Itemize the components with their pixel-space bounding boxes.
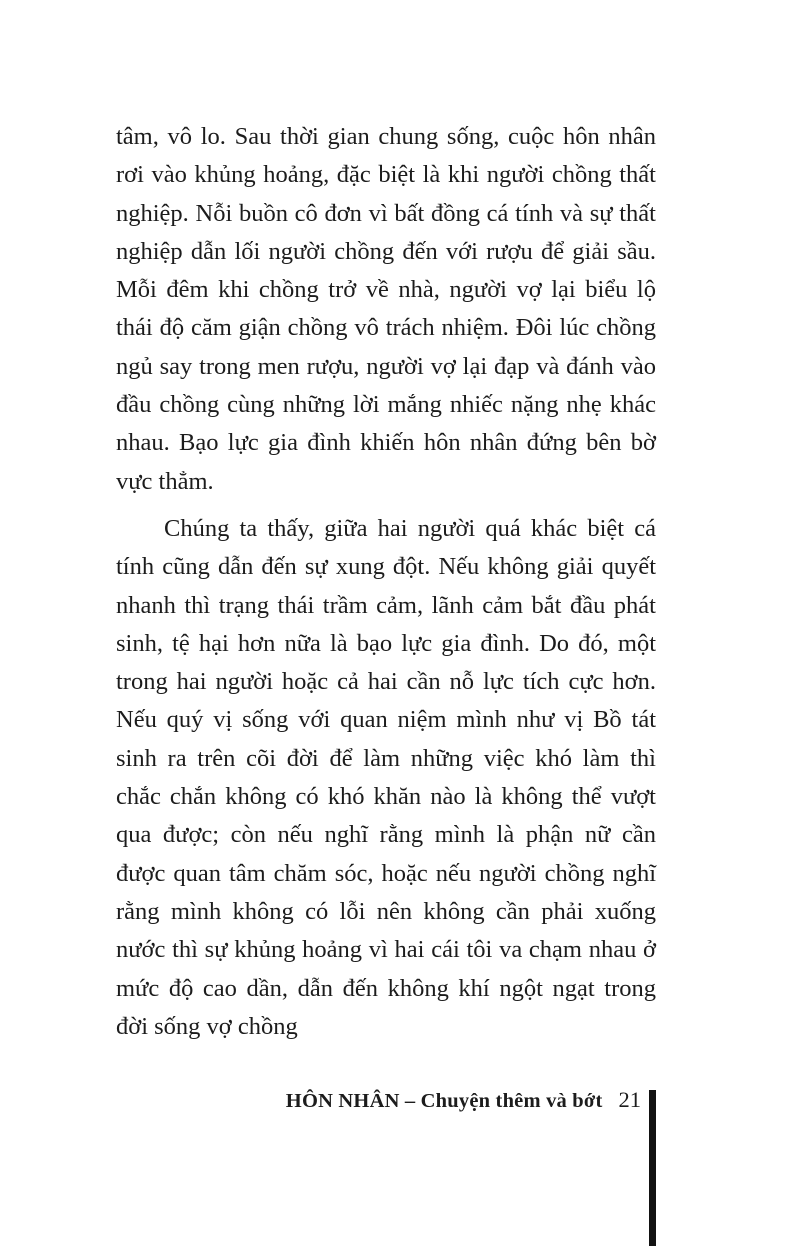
footer-rule-bar [649, 1090, 656, 1246]
paragraph: tâm, vô lo. Sau thời gian chung sống, cuộc hôn nhân rơi vào khủng hoảng, đặc biệt là khi người chồng thất nghiệp. Nỗi buồn cô đơn vì bất đồng cá tính và sự thất nghiệp dẫn lối người chồng đến với rượu để giải sầu. Mỗi đêm khi chồng trở về nhà, người vợ lại biểu lộ thái độ căm giận chồng vô trách nhiệm. Đôi lúc chồng ngủ say trong men rượu, người vợ lại đạp và đánh vào đầu chồng cùng những lời mắng nhiếc nặng nhẹ khác nhau. Bạo lực gia đình khiến hôn nhân đứng bên bờ vực thẳm. [116, 123, 656, 495]
page-footer [0, 1087, 641, 1113]
paragraph: Chúng ta thấy, giữa hai người quá khác biệt cá tính cũng dẫn đến sự xung đột. Nếu không giải quyết nhanh thì trạng thái trầm cảm, lãnh cảm bắt đầu phát sinh, tệ hại hơn nữa là bạo lực gia đình. Do đó, một trong hai người hoặc cả hai cần nỗ lực tích cực hơn. Nếu quý vị sống với quan niệm mình như vị Bồ tát sinh ra trên cõi đời để làm những việc khó làm thì chắc chắn không có khó khăn nào là không thể vượt qua được; còn nếu nghĩ rằng mình là phận nữ cần được quan tâm chăm sóc, hoặc nếu người chồng nghĩ rằng mình không có lỗi nên không cần phải xuống nước thì sự khủng hoảng vì hai cái tôi va chạm nhau ở mức độ cao dần, dẫn đến không khí ngột ngạt trong đời sống vợ chồng [116, 514, 656, 1040]
running-title: HÔN NHÂN – Chuyện thêm và bớt [285, 1090, 603, 1112]
page-number: 21 [618, 1087, 641, 1112]
body-text [116, 118, 656, 1046]
